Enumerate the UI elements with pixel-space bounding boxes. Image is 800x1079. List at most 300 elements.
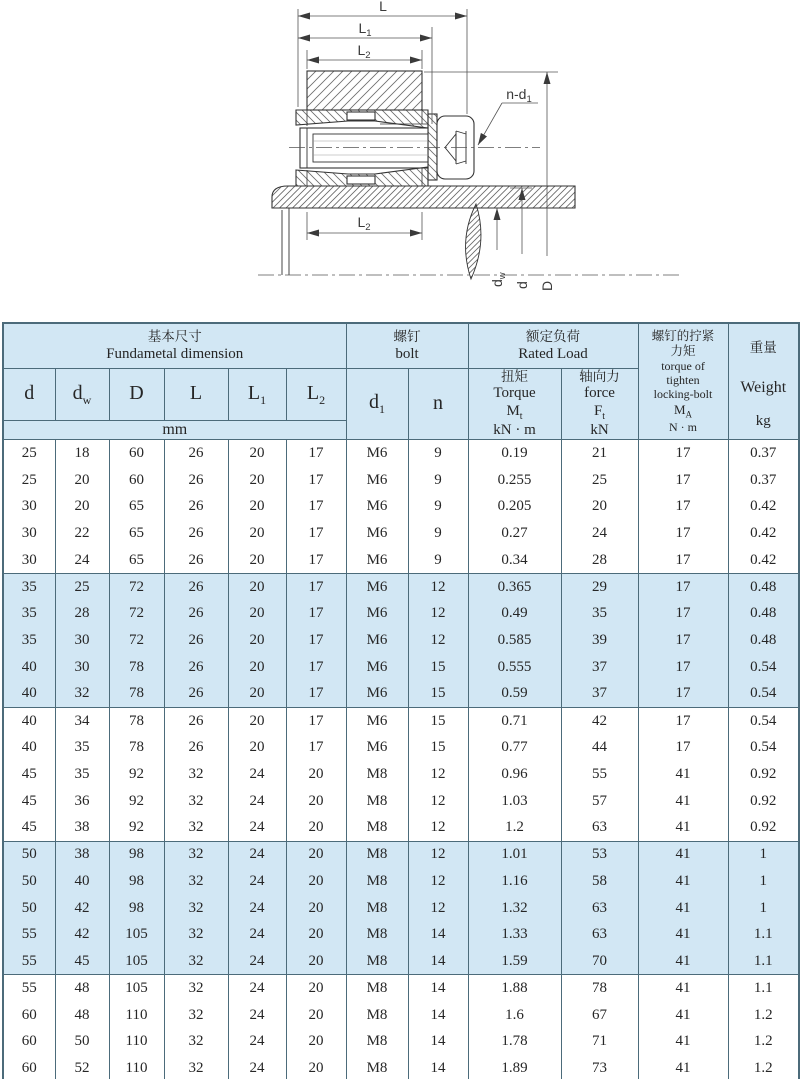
col-L1: $L_1$	[228, 368, 286, 420]
table-row	[3, 841, 799, 868]
table-cell: 20	[286, 921, 346, 948]
table-cell: 0.54	[728, 654, 799, 681]
table-cell: 1.78	[468, 1028, 561, 1055]
table-cell: 60	[3, 1028, 55, 1055]
table-cell: 17	[286, 574, 346, 601]
table-cell: M8	[346, 761, 408, 788]
table-cell: 32	[164, 814, 228, 841]
table-cell: 42	[55, 921, 109, 948]
table-cell: M6	[346, 493, 408, 520]
table-cell: 0.19	[468, 440, 561, 467]
table-cell: 20	[286, 1028, 346, 1055]
table-cell: 1.03	[468, 788, 561, 815]
table-cell: 26	[164, 520, 228, 547]
table-cell: 63	[561, 895, 638, 922]
table-cell: 26	[164, 600, 228, 627]
table-row	[3, 761, 799, 788]
col-d1: $d_1$	[346, 368, 408, 440]
table-cell: 0.555	[468, 654, 561, 681]
table-cell: 32	[55, 681, 109, 708]
table-cell: 17	[638, 493, 728, 520]
table-header	[3, 323, 799, 440]
table-cell: 0.54	[728, 734, 799, 761]
table-cell: 15	[408, 654, 468, 681]
table-row	[3, 948, 799, 975]
table-cell: 24	[55, 547, 109, 574]
table-cell: 52	[55, 1055, 109, 1079]
table-row	[3, 681, 799, 708]
table-cell: 41	[638, 1002, 728, 1029]
table-cell: 20	[286, 948, 346, 975]
table-cell: 0.71	[468, 707, 561, 734]
table-cell: 17	[286, 734, 346, 761]
table-cell: 98	[109, 868, 164, 895]
table-cell: 45	[3, 814, 55, 841]
table-cell: 0.49	[468, 600, 561, 627]
table-cell: 0.42	[728, 547, 799, 574]
table-cell: 48	[55, 1002, 109, 1029]
dim-label-L2-top: $L_2$	[357, 42, 371, 61]
table-cell: 32	[164, 1002, 228, 1029]
table-cell: 0.42	[728, 493, 799, 520]
dim-label-dw: $d_w$	[489, 272, 508, 287]
table-cell: 24	[228, 761, 286, 788]
table-cell: M8	[346, 948, 408, 975]
table-cell: 24	[228, 1055, 286, 1079]
table-cell: 30	[55, 627, 109, 654]
table-cell: 1.2	[728, 1002, 799, 1029]
table-cell: 9	[408, 493, 468, 520]
table-cell: 14	[408, 1002, 468, 1029]
table-cell: 78	[109, 707, 164, 734]
header-rated-load: 额定负荷 Rated Load	[468, 323, 638, 368]
table-cell: 1	[728, 841, 799, 868]
table-cell: 35	[3, 574, 55, 601]
table-cell: 24	[228, 814, 286, 841]
table-cell: 20	[228, 681, 286, 708]
table-cell: 72	[109, 627, 164, 654]
table-cell: 20	[228, 440, 286, 467]
table-cell: 25	[3, 440, 55, 467]
table-cell: 20	[561, 493, 638, 520]
table-cell: 41	[638, 948, 728, 975]
table-cell: 17	[638, 734, 728, 761]
table-cell: 65	[109, 493, 164, 520]
table-cell: 0.37	[728, 467, 799, 494]
table-cell: 1.33	[468, 921, 561, 948]
table-cell: 17	[638, 467, 728, 494]
table-cell: M6	[346, 627, 408, 654]
table-body	[3, 440, 799, 1079]
table-cell: 12	[408, 895, 468, 922]
table-cell: M6	[346, 574, 408, 601]
table-cell: 12	[408, 627, 468, 654]
table-cell: 0.48	[728, 627, 799, 654]
table-cell: 58	[561, 868, 638, 895]
table-cell: 26	[164, 547, 228, 574]
table-cell: 41	[638, 895, 728, 922]
table-cell: 0.54	[728, 681, 799, 708]
table-cell: 20	[286, 975, 346, 1002]
table-cell: 92	[109, 761, 164, 788]
table-row	[3, 707, 799, 734]
col-torque: 扭矩 Torque $M_t$ kN · m	[468, 368, 561, 440]
col-d: d	[3, 368, 55, 420]
dim-label-L: L	[379, 0, 387, 14]
table-cell: 9	[408, 520, 468, 547]
table-cell: M6	[346, 654, 408, 681]
table-cell: 55	[3, 921, 55, 948]
table-row	[3, 493, 799, 520]
table-cell: 1.59	[468, 948, 561, 975]
table-cell: 9	[408, 547, 468, 574]
dimension-table	[2, 322, 800, 1079]
header-mm-unit: mm	[3, 420, 346, 440]
table-cell: 1.88	[468, 975, 561, 1002]
table-cell: 40	[3, 707, 55, 734]
table-cell: 55	[3, 975, 55, 1002]
table-row	[3, 520, 799, 547]
table-cell: 1.6	[468, 1002, 561, 1029]
table-cell: M8	[346, 788, 408, 815]
table-cell: 17	[638, 440, 728, 467]
col-axial-force: 轴向力 force $F_t$ kN	[561, 368, 638, 440]
table-row	[3, 814, 799, 841]
table-cell: 17	[638, 627, 728, 654]
table-cell: 35	[3, 600, 55, 627]
table-cell: 20	[286, 761, 346, 788]
table-cell: 60	[109, 440, 164, 467]
dim-label-d: d	[514, 281, 530, 289]
table-cell: 78	[561, 975, 638, 1002]
table-cell: 41	[638, 975, 728, 1002]
table-cell: 98	[109, 895, 164, 922]
table-cell: 20	[228, 627, 286, 654]
table-cell: 32	[164, 841, 228, 868]
table-cell: 24	[561, 520, 638, 547]
col-dw: $d_w$	[55, 368, 109, 420]
table-cell: 32	[164, 1055, 228, 1079]
table-cell: 32	[164, 868, 228, 895]
table-cell: 24	[228, 948, 286, 975]
table-cell: 32	[164, 1028, 228, 1055]
table-cell: 40	[55, 868, 109, 895]
table-cell: 40	[3, 681, 55, 708]
table-cell: 20	[286, 1055, 346, 1079]
table-cell: 40	[3, 734, 55, 761]
table-cell: 110	[109, 1055, 164, 1079]
table-cell: 21	[561, 440, 638, 467]
table-cell: 0.365	[468, 574, 561, 601]
technical-drawing	[0, 0, 800, 318]
table-cell: 20	[228, 707, 286, 734]
table-cell: 20	[228, 600, 286, 627]
table-row	[3, 788, 799, 815]
table-cell: 37	[561, 681, 638, 708]
table-row	[3, 734, 799, 761]
table-cell: 110	[109, 1002, 164, 1029]
table-cell: 50	[3, 895, 55, 922]
table-cell: 17	[286, 627, 346, 654]
table-cell: M6	[346, 707, 408, 734]
table-cell: 17	[638, 574, 728, 601]
table-cell: 20	[228, 547, 286, 574]
table-cell: 14	[408, 921, 468, 948]
table-cell: 0.48	[728, 600, 799, 627]
table-row	[3, 975, 799, 1002]
header-tighten-torque: 螺钉的拧紧 力矩 torque of tighten locking-bolt $M_A$ N · m	[638, 323, 728, 440]
table-cell: M8	[346, 1002, 408, 1029]
table-cell: 1	[728, 868, 799, 895]
table-cell: 17	[286, 681, 346, 708]
table-row	[3, 1055, 799, 1079]
table-cell: 24	[228, 921, 286, 948]
table-cell: 1.2	[468, 814, 561, 841]
table-row	[3, 467, 799, 494]
table-cell: 41	[638, 1055, 728, 1079]
table-cell: 105	[109, 975, 164, 1002]
table-cell: 12	[408, 761, 468, 788]
table-cell: 20	[286, 788, 346, 815]
table-row	[3, 1028, 799, 1055]
table-cell: 20	[55, 467, 109, 494]
table-cell: 26	[164, 440, 228, 467]
table-cell: 36	[55, 788, 109, 815]
table-cell: 32	[164, 948, 228, 975]
table-cell: 73	[561, 1055, 638, 1079]
table-cell: 78	[109, 681, 164, 708]
table-cell: 17	[286, 654, 346, 681]
table-cell: 105	[109, 948, 164, 975]
table-cell: 14	[408, 1055, 468, 1079]
table-cell: M6	[346, 467, 408, 494]
table-cell: 41	[638, 868, 728, 895]
table-cell: 55	[561, 761, 638, 788]
table-row	[3, 627, 799, 654]
table-cell: 55	[3, 948, 55, 975]
table-cell: 71	[561, 1028, 638, 1055]
table-cell: 0.27	[468, 520, 561, 547]
table-cell: 41	[638, 814, 728, 841]
table-cell: 1.2	[728, 1055, 799, 1079]
table-cell: 41	[638, 841, 728, 868]
table-cell: 37	[561, 654, 638, 681]
table-cell: M6	[346, 600, 408, 627]
table-cell: 30	[55, 654, 109, 681]
table-cell: 17	[286, 467, 346, 494]
table-cell: M8	[346, 814, 408, 841]
table-cell: 32	[164, 975, 228, 1002]
table-cell: 0.77	[468, 734, 561, 761]
table-cell: 24	[228, 1002, 286, 1029]
table-cell: 40	[3, 654, 55, 681]
table-cell: 39	[561, 627, 638, 654]
table-row	[3, 547, 799, 574]
table-cell: 30	[3, 547, 55, 574]
table-cell: 24	[228, 1028, 286, 1055]
table-cell: 17	[286, 707, 346, 734]
table-cell: 26	[164, 627, 228, 654]
table-cell: 60	[3, 1055, 55, 1079]
table-cell: 17	[638, 547, 728, 574]
table-cell: 9	[408, 467, 468, 494]
table-row	[3, 868, 799, 895]
table-cell: 26	[164, 734, 228, 761]
table-cell: 25	[561, 467, 638, 494]
header-weight: 重量 Weight kg	[728, 323, 799, 440]
table-cell: 78	[109, 654, 164, 681]
table-cell: 26	[164, 467, 228, 494]
table-cell: 105	[109, 921, 164, 948]
table-cell: 60	[109, 467, 164, 494]
table-cell: 63	[561, 921, 638, 948]
table-cell: 20	[228, 493, 286, 520]
table-cell: 26	[164, 654, 228, 681]
table-cell: 35	[55, 734, 109, 761]
table-cell: 1.1	[728, 948, 799, 975]
table-cell: 72	[109, 574, 164, 601]
table-cell: 20	[228, 654, 286, 681]
table-cell: 42	[561, 707, 638, 734]
table-cell: M8	[346, 1055, 408, 1079]
table-cell: 0.585	[468, 627, 561, 654]
table-cell: 65	[109, 547, 164, 574]
table-cell: 17	[638, 654, 728, 681]
table-cell: 20	[228, 520, 286, 547]
table-cell: 1.1	[728, 975, 799, 1002]
table-cell: 41	[638, 788, 728, 815]
table-cell: 1	[728, 895, 799, 922]
table-cell: 20	[228, 467, 286, 494]
table-cell: 50	[3, 841, 55, 868]
table-cell: 14	[408, 975, 468, 1002]
table-cell: 17	[286, 600, 346, 627]
table-cell: 17	[638, 520, 728, 547]
table-cell: 12	[408, 841, 468, 868]
table-cell: 48	[55, 975, 109, 1002]
table-cell: 20	[55, 493, 109, 520]
table-cell: 98	[109, 841, 164, 868]
table-cell: 35	[561, 600, 638, 627]
table-row	[3, 654, 799, 681]
table-cell: 17	[638, 707, 728, 734]
col-L2: $L_2$	[286, 368, 346, 420]
table-cell: 24	[228, 841, 286, 868]
table-cell: 14	[408, 948, 468, 975]
table-cell: 1.1	[728, 921, 799, 948]
table-cell: 12	[408, 574, 468, 601]
table-cell: 20	[228, 574, 286, 601]
table-row	[3, 921, 799, 948]
table-cell: M6	[346, 681, 408, 708]
table-cell: 32	[164, 895, 228, 922]
table-cell: 12	[408, 868, 468, 895]
table-cell: M6	[346, 547, 408, 574]
table-cell: 38	[55, 841, 109, 868]
dim-label-L2-bottom: $L_2$	[357, 214, 371, 233]
table-cell: 45	[55, 948, 109, 975]
table-cell: 15	[408, 681, 468, 708]
table-cell: 24	[228, 788, 286, 815]
table-cell: 20	[286, 814, 346, 841]
table-cell: 17	[286, 493, 346, 520]
table-cell: 41	[638, 761, 728, 788]
table-cell: 0.96	[468, 761, 561, 788]
table-row	[3, 600, 799, 627]
table-cell: 32	[164, 921, 228, 948]
table-cell: 26	[164, 574, 228, 601]
table-cell: 22	[55, 520, 109, 547]
table-cell: M6	[346, 520, 408, 547]
table-cell: M8	[346, 841, 408, 868]
header-bolt: 螺钉 bolt	[346, 323, 468, 368]
table-cell: 92	[109, 788, 164, 815]
table-cell: 72	[109, 600, 164, 627]
table-cell: 20	[286, 841, 346, 868]
table-cell: 17	[286, 440, 346, 467]
dim-label-D: D	[539, 280, 555, 291]
table-cell: M8	[346, 975, 408, 1002]
table-cell: 50	[3, 868, 55, 895]
bolt-callout-label: $n-d_1$	[506, 86, 532, 105]
table-cell: 0.205	[468, 493, 561, 520]
table-cell: 34	[55, 707, 109, 734]
table-cell: 53	[561, 841, 638, 868]
table-row	[3, 1002, 799, 1029]
table-cell: 0.92	[728, 814, 799, 841]
table-cell: 35	[3, 627, 55, 654]
table-cell: 67	[561, 1002, 638, 1029]
table-cell: 44	[561, 734, 638, 761]
table-cell: 25	[3, 467, 55, 494]
table-cell: 1.32	[468, 895, 561, 922]
table-cell: 17	[638, 600, 728, 627]
table-cell: 1.2	[728, 1028, 799, 1055]
table-row	[3, 574, 799, 601]
table-cell: 20	[286, 868, 346, 895]
table-cell: 1.01	[468, 841, 561, 868]
table-cell: 17	[286, 547, 346, 574]
col-n: n	[408, 368, 468, 440]
table-cell: 30	[3, 493, 55, 520]
table-cell: 1.89	[468, 1055, 561, 1079]
table-cell: 32	[164, 761, 228, 788]
col-D: D	[109, 368, 164, 420]
table-cell: 57	[561, 788, 638, 815]
table-cell: 12	[408, 788, 468, 815]
table-cell: 17	[638, 681, 728, 708]
table-cell: 78	[109, 734, 164, 761]
table-cell: 38	[55, 814, 109, 841]
table-cell: M6	[346, 734, 408, 761]
table-cell: 45	[3, 788, 55, 815]
table-cell: 0.92	[728, 761, 799, 788]
table-cell: 24	[228, 895, 286, 922]
dim-label-L1: $L_1$	[358, 20, 372, 39]
table-cell: 42	[55, 895, 109, 922]
table-cell: 15	[408, 707, 468, 734]
table-cell: 30	[3, 520, 55, 547]
table-cell: 15	[408, 734, 468, 761]
table-row	[3, 440, 799, 467]
table-cell: 18	[55, 440, 109, 467]
table-cell: 0.255	[468, 467, 561, 494]
table-cell: 20	[228, 734, 286, 761]
table-cell: 20	[286, 895, 346, 922]
table-cell: 45	[3, 761, 55, 788]
table-cell: 25	[55, 574, 109, 601]
table-cell: 65	[109, 520, 164, 547]
